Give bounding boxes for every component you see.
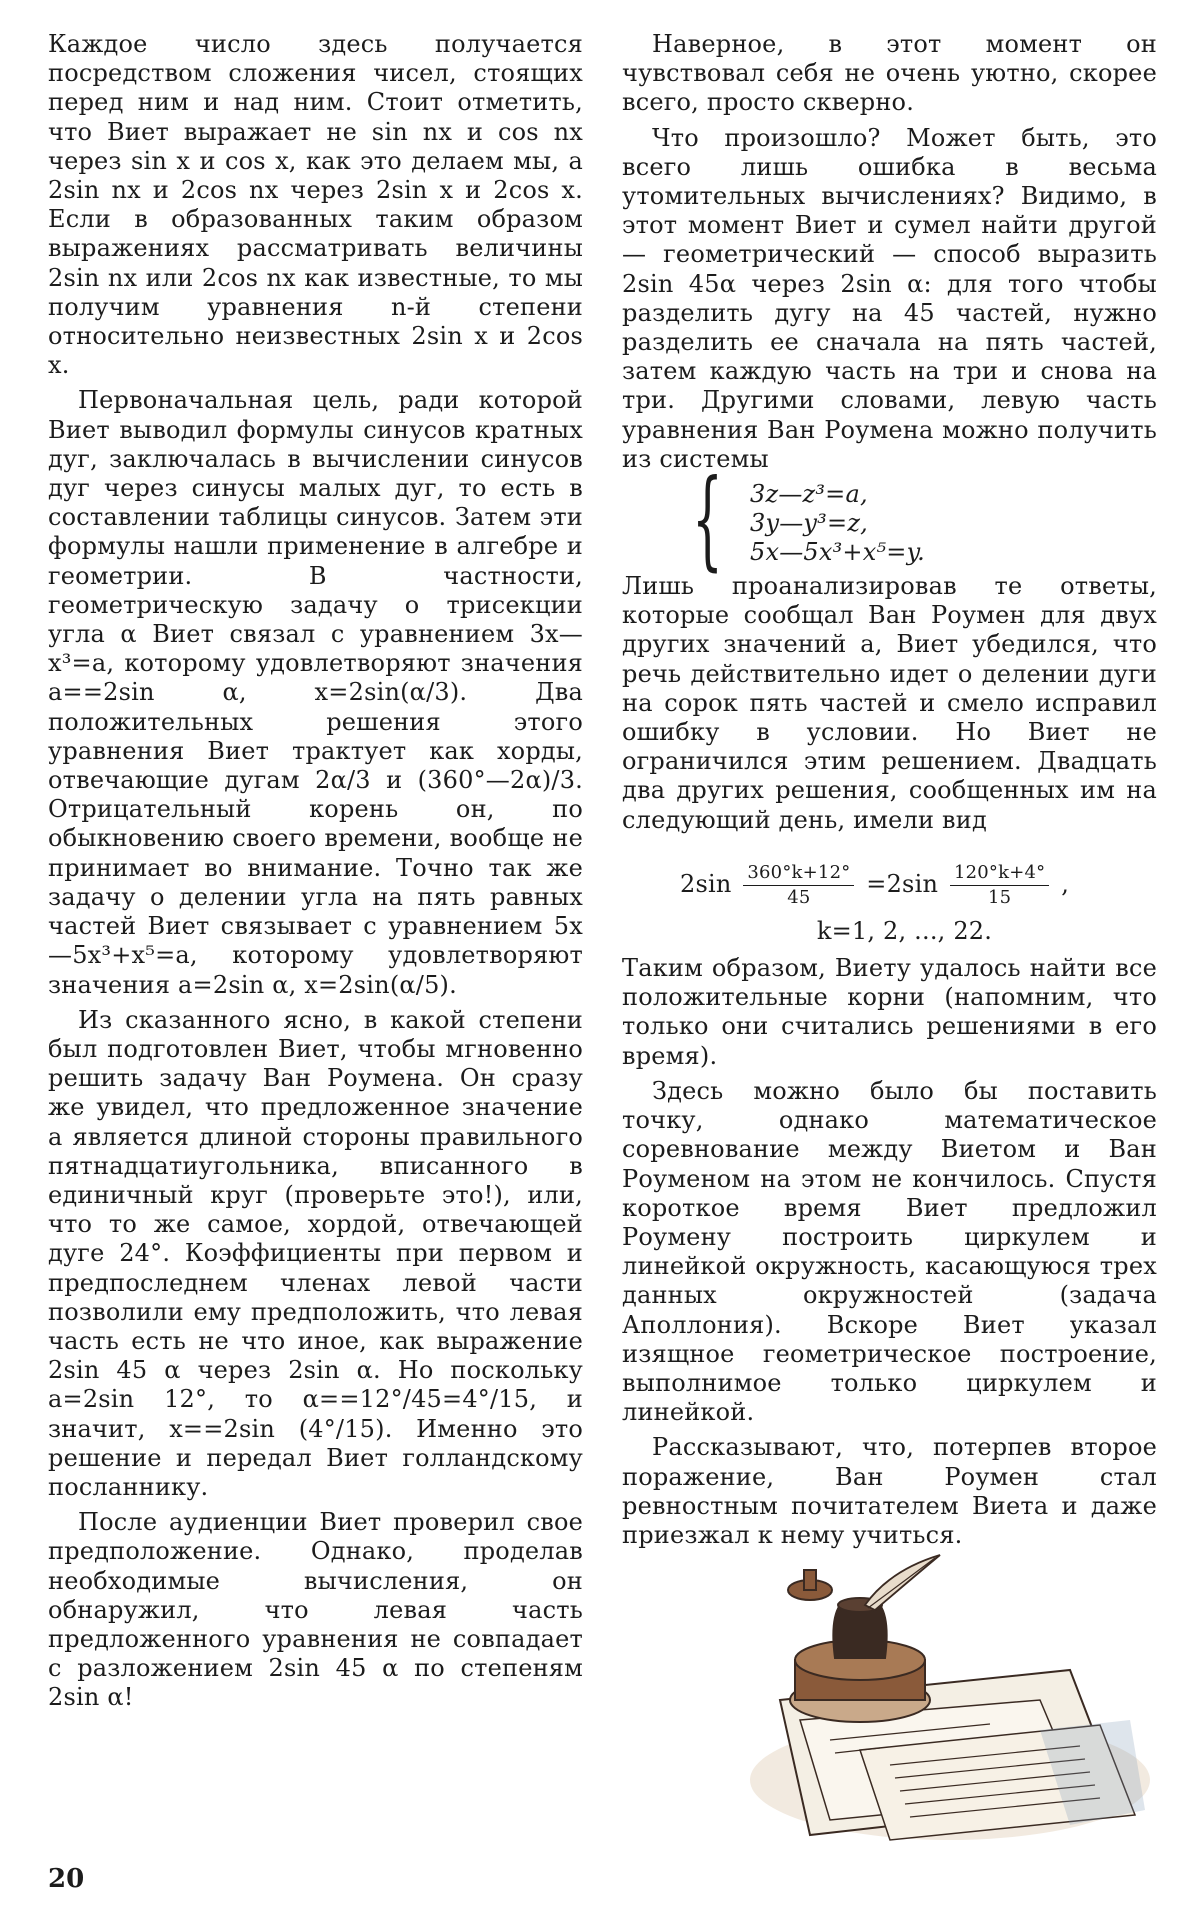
paragraph: Каждое число здесь получается посредством сложения чисел, стоящих перед ним и над ним. Стоит отметить, что Виет выражает не sin nx и cos nx через sin x и cos x, как это делаем мы, а 2sin nx и 2cos nx через 2sin x и 2cos x. Если в образованных таким образом выражениях рассматривать величины 2sin nx или 2cos nx как известные, то мы получим уравнения n-й степени относительно неизвестных 2sin x и 2cos x.	[48, 30, 583, 380]
numerator: 120°k+4°	[950, 861, 1049, 886]
paragraph: После аудиенции Виет проверил свое предположение. Однако, проделав необходимые вычисления, он обнаружил, что левая часть предложенного уравнения не совпадает с разложением 2sin 45 α по степеням 2sin α!	[48, 1508, 583, 1712]
formula-text: ,	[1061, 869, 1070, 898]
left-brace-icon: {	[692, 457, 724, 583]
equation: 3z—z³=a,	[750, 480, 868, 509]
inkwell-quill-papers-icon	[740, 1550, 1160, 1850]
formula-text: =2sin	[866, 869, 939, 898]
fraction	[950, 861, 1049, 910]
paragraph: Наверное, в этот момент он чувствовал себя не очень уютно, скорее всего, просто скверно.	[622, 30, 1157, 117]
paragraph: Первоначальная цель, ради которой Виет выводил формулы синусов кратных дуг, заключалась в вычислении синусов дуг через синусы малых дуг, то есть в составлении таблицы синусов. Затем эти формулы нашли применение в алгебре и геометрии. В частности, геометрическую задачу о трисекции угла α Виет связал с уравнением 3x—x³=a, которому удовлетворяют значения a==2sin α, x=2sin(α/3). Два положительных решения этого уравнения Виет трактует как хорды, отвечающие дугам 2α/3 и (360°—2α)/3. Отрицательный корень он, по обыкновению своего времени, вообще не принимает во внимание. Точно так же задачу о делении угла на пять равных частей Виет связывает с уравнением 5x—5x³+x⁵=a, которому удовлетворяют значения a=2sin α, x=2sin(α/5).	[48, 386, 583, 999]
paragraph: Из сказанного ясно, в какой степени был подготовлен Виет, чтобы мгновенно решить задачу Ван Роумена. Он сразу же увидел, что предложенное значение a является длиной стороны правильного пятнадцатиугольника, вписанного в единичный круг (проверьте это!), или, что то же самое, хордой, отвечающей дуге 24°. Коэффициенты при первом и предпоследнем членах левой части позволили ему предположить, что левая часть есть не что иное, как выражение 2sin 45 α через 2sin α. Но поскольку a=2sin 12°, то α==12°/45=4°/15, и значит, x==2sin (4°/15). Именно это решение и передал Виет голландскому посланнику.	[48, 1005, 583, 1501]
paragraph: Лишь проанализировав те ответы, которые сообщал Ван Роумен для двух других значений a, Виет убедился, что речь действительно идет о делении дуги на сорок пять частей и смело исправил ошибку в условии. Но Виет не ограничился этим решением. Двадцать два других решения, сообщенных им на следующий день, имели вид	[622, 572, 1157, 834]
left-column	[48, 30, 583, 1713]
fraction	[743, 861, 854, 910]
equation: 3y—y³=z,	[750, 509, 868, 538]
equation: 5x—5x³+x⁵=y.	[750, 538, 926, 567]
page-number: 20	[48, 1864, 85, 1894]
paragraph: Здесь можно было бы поставить точку, однако математическое соревнование между Виетом и Ван Роуменом на этом не кончилось. Спустя короткое время Виет предложил Роумену построить циркулем и линейкой окружность, касающуюся трех данных окружностей (задача Аполлония). Вскоре Виет указал изящное геометрическое построение, выполнимое только циркулем и линейкой.	[622, 1076, 1157, 1427]
paragraph: Таким образом, Виету удалось найти все положительные корни (напомним, что только они считались решениями в его время).	[622, 954, 1157, 1070]
formula-range: k=1, 2, ..., 22.	[816, 916, 993, 945]
paragraph: Что произошло? Может быть, это всего лишь ошибка в весьма утомительных вычислениях? Видимо, в этот момент Виет и сумел найти другой — геометрический — способ выразить 2sin 45α через 2sin α: для того чтобы разделить дугу на 45 частей, нужно разделить ее сначала на пять частей, затем каждую часть на три и снова на три. Другими словами, левую часть уравнения Ван Роумена можно получить из системы	[622, 123, 1157, 473]
numerator: 360°k+12°	[743, 861, 854, 886]
formula-text: 2sin	[680, 869, 732, 898]
denominator: 15	[988, 886, 1012, 908]
paragraph: Рассказывают, что, потерпев второе поражение, Ван Роумен стал ревностным почитателем Виета и даже приезжал к нему учиться.	[622, 1433, 1157, 1549]
equation-system	[692, 457, 1157, 583]
solution-formula	[622, 853, 1157, 913]
right-column	[622, 30, 1157, 1550]
denominator: 45	[787, 886, 811, 908]
